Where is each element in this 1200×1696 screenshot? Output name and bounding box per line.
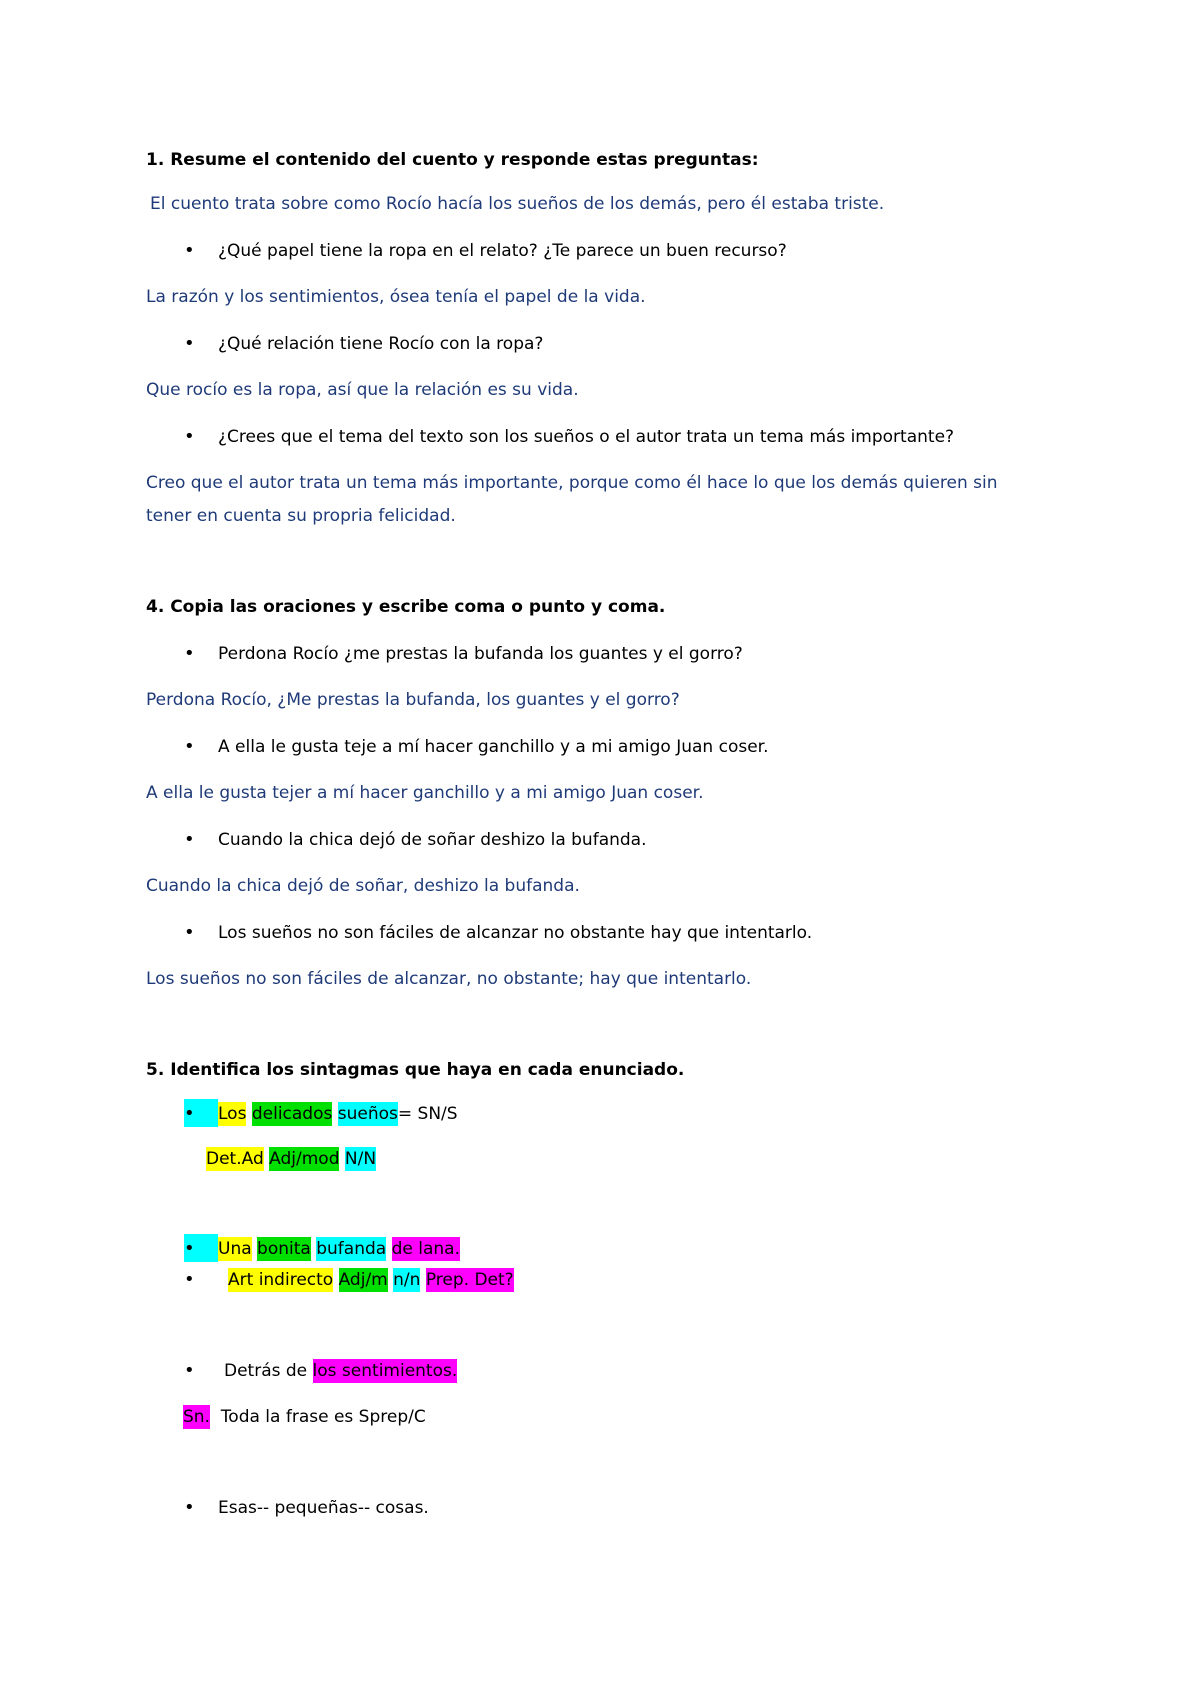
tag-prep-det: Prep. Det? [425,1270,514,1290]
word-una: Una [218,1239,252,1259]
section1-answer-1: La razón y los sentimientos, ósea tenía el papel de la vida. [146,287,646,307]
word-los: Los [218,1104,247,1124]
section5-item-1-analysis [206,1145,376,1173]
section4-answer-1: Perdona Rocío, ¿Me prestas la bufanda, los guantes y el gorro? [146,690,680,710]
section4-answer-2: A ella le gusta tejer a mí hacer ganchillo y a mi amigo Juan coser. [146,783,704,803]
tag-sn: Sn. [183,1407,210,1427]
word-suenos: sueños [337,1104,398,1124]
section1-question-1: ¿Qué papel tiene la ropa en el relato? ¿Te parece un buen recurso? [218,241,787,261]
section4-question-1: Perdona Rocío ¿me prestas la bufanda los guantes y el gorro? [218,644,743,664]
word-bufanda: bufanda [316,1239,387,1259]
bullet-icon: • [184,1269,195,1290]
bullet-icon: • [184,333,195,354]
tag-n-n: N/N [344,1149,377,1169]
word-delicados: delicados [251,1104,333,1124]
bullet-icon: • [184,643,195,664]
section4-answer-3: Cuando la chica dejó de soñar, deshizo la bufanda. [146,876,580,896]
section1-question-2: ¿Qué relación tiene Rocío con la ropa? [218,334,544,354]
bullet-icon: • [184,1238,195,1259]
bullet-icon: • [184,736,195,757]
bullet-icon: • [184,1360,195,1381]
section4-answer-4: Los sueños no son fáciles de alcanzar, no obstante; hay que intentarlo. [146,969,752,989]
bullet-icon: • [184,240,195,261]
tag-adj-mod: Adj/mod [269,1149,340,1169]
word-bonita: bonita [257,1239,311,1259]
section1-answer-3-line1: Creo que el autor trata un tema más importante, porque como él hace lo que los demás quieren sin [146,473,998,493]
bullet-icon: • [184,829,195,850]
section1-answer-2: Que rocío es la ropa, así que la relación es su vida. [146,380,579,400]
section5-item-2 [218,1235,460,1263]
section5-item-3-analysis [183,1403,426,1431]
section1-question-3: ¿Crees que el tema del texto son los sueños o el autor trata un tema más importante? [218,427,955,447]
bullet-icon: • [184,922,195,943]
word-los-sentimientos: los sentimientos. [312,1361,458,1381]
bullet-icon: • [184,1103,195,1124]
section4-question-4: Los sueños no son fáciles de alcanzar no obstante hay que intentarlo. [218,923,813,943]
item1-classification: = SN/S [397,1104,458,1124]
tag-art-indirecto: Art indirecto [228,1270,334,1290]
section5-item-1 [218,1100,458,1128]
word-de-lana: de lana. [391,1239,460,1259]
section4-question-3: Cuando la chica dejó de soñar deshizo la bufanda. [218,830,647,850]
tag-n-n: n/n [393,1270,421,1290]
section1-heading: 1. Resume el contenido del cuento y responde estas preguntas: [146,150,759,170]
tag-adj-m: Adj/m [338,1270,388,1290]
tag-sprep-c: Toda la frase es Sprep/C [220,1407,426,1427]
word-detras-de: Detrás de [224,1361,308,1381]
section5-heading: 5. Identifica los sintagmas que haya en cada enunciado. [146,1060,685,1080]
section4-question-2: A ella le gusta teje a mí hacer ganchillo y a mi amigo Juan coser. [218,737,769,757]
section5-item-3 [224,1357,457,1385]
section5-item-4: Esas-- pequeñas-- cosas. [218,1498,429,1518]
section1-summary: El cuento trata sobre como Rocío hacía los sueños de los demás, pero él estaba triste. [150,194,885,214]
tag-det-ad: Det.Ad [206,1149,264,1169]
section4-heading: 4. Copia las oraciones y escribe coma o punto y coma. [146,597,666,617]
bullet-icon: • [184,1497,195,1518]
section5-item-2-analysis [228,1266,514,1294]
bullet-icon: • [184,426,195,447]
section1-answer-3-line2: tener en cuenta su propria felicidad. [146,506,456,526]
